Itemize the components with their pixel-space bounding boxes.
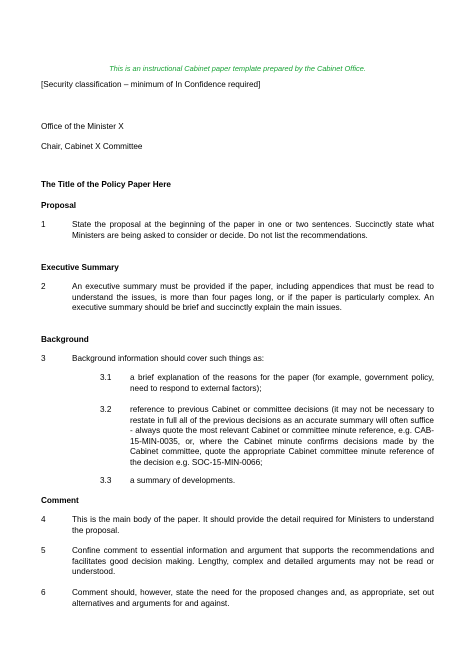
paragraph-3 [41,354,434,365]
background-heading: Background [41,335,89,344]
subparagraph-number: 3.1 [100,373,112,382]
subparagraph-3-2 [100,405,434,468]
paragraph-number: 2 [41,282,46,291]
paper-title: The Title of the Policy Paper Here [41,180,171,189]
proposal-heading: Proposal [41,201,77,210]
comment-heading: Comment [41,496,79,505]
template-instruction-note: This is an instructional Cabinet paper template prepared by the Cabinet Office. [109,64,366,73]
paragraph-number: 5 [41,546,46,555]
subparagraph-3-3 [100,476,434,487]
paragraph-text: Background information should cover such things as: [72,354,265,363]
subparagraph-number: 3.3 [100,476,112,485]
paragraph-text: Comment should, however, state the need for the proposed changes and, as appropriate, set out alternatives and arguments for and against. [72,588,434,608]
office-of-minister: Office of the Minister X [41,122,124,131]
paragraph-text: State the proposal at the beginning of the paper in one or two sentences. Succinctly state what Ministers are being asked to consider or decide. Do not list the recommendations. [72,220,434,240]
subparagraph-number: 3.2 [100,405,112,414]
paragraph-text: An executive summary must be provided if the paper, including appendices that must be read to understand the issues, is more than four pages long, or if the paper is particularly complex. An executive summary should be brief and succinctly explain the main issues. [72,282,434,312]
paragraph-1 [41,220,434,241]
paragraph-4 [41,515,434,536]
subparagraph-text: a summary of developments. [130,476,236,485]
paragraph-2 [41,282,434,314]
paragraph-number: 6 [41,588,46,597]
subparagraph-3-1 [100,373,434,394]
paragraph-number: 4 [41,515,46,524]
paragraph-text: Confine comment to essential information and argument that supports the recommendations and facilitates good decision making. Lengthy, complex and detailed arguments may not be read or understood. [72,546,434,576]
paragraph-6 [41,588,434,609]
subparagraph-text: reference to previous Cabinet or committee decisions (it may not be necessary to restate in full all of the previous decisions as an accurate summary will often suffice - always quote the most relevant Cabinet or committee minute reference, e.g. CAB-15-MIN-0035, or, where the Cabinet minute confirms decisions made by the Cabinet committee, quote the appropriate Cabinet committee minute reference of the decision e.g. SOC-15-MIN-0066; [130,405,434,467]
paragraph-5 [41,546,434,578]
executive-summary-heading: Executive Summary [41,263,119,272]
security-classification: [Security classification – minimum of In Confidence required] [41,80,261,89]
paragraph-number: 3 [41,354,46,363]
paragraph-text: This is the main body of the paper. It should provide the detail required for Ministers to understand the proposal. [72,515,434,535]
paragraph-number: 1 [41,220,46,229]
committee-chair: Chair, Cabinet X Committee [41,142,143,151]
subparagraph-text: a brief explanation of the reasons for the paper (for example, government policy, need to respond to external factors); [130,373,434,393]
